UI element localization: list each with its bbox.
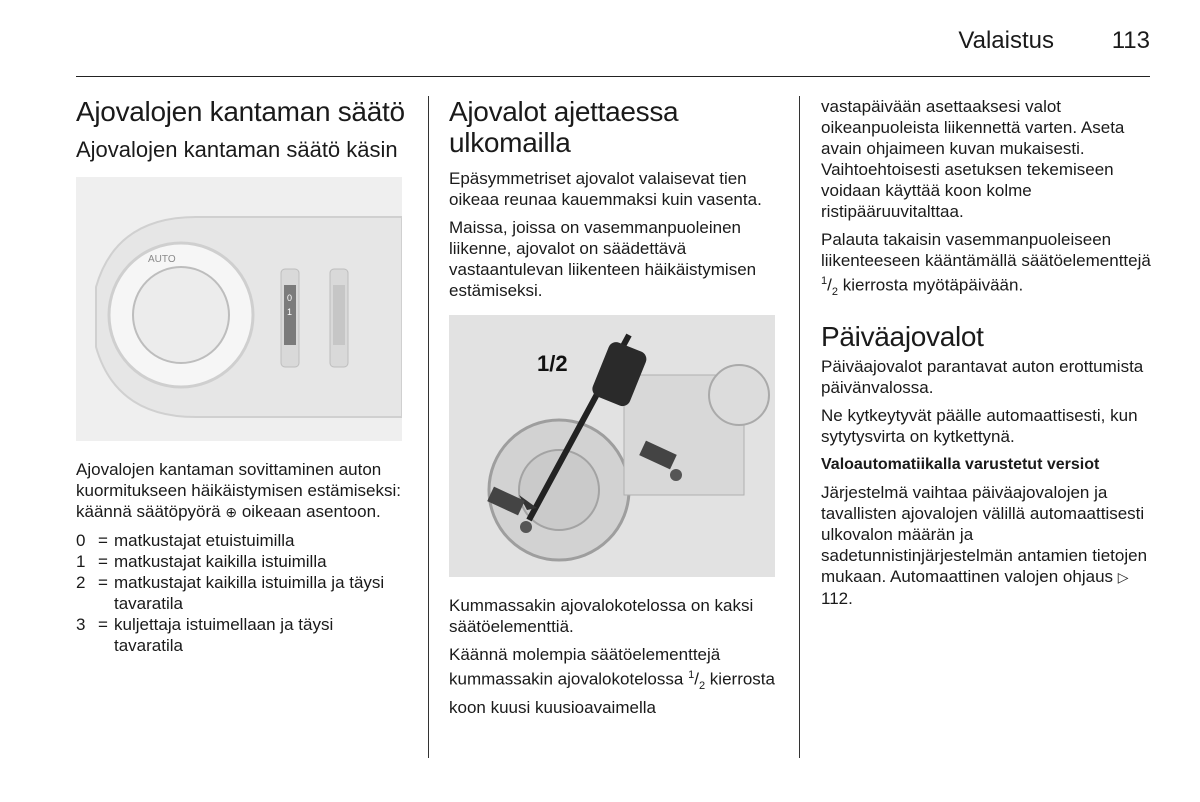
paragraph: Ne kytkeytyvät päälle automaattisesti, kun sytytysvirta on kytkettynä. — [821, 406, 1138, 447]
heading-range-adjust: Ajovalojen kantaman säätö — [76, 96, 405, 127]
page-number: 113 — [1111, 27, 1150, 54]
column-2 — [449, 96, 779, 725]
list-item: 0 = matkustajat etuistuimilla — [76, 531, 295, 550]
headlight-adjust-figure — [449, 315, 775, 577]
page-reference-icon: ▷ — [1117, 569, 1129, 586]
intro-text-end: oikeaan asentoon. — [241, 502, 381, 521]
load-list — [76, 530, 406, 656]
light-switch-illustration — [76, 177, 402, 441]
paragraph: vastapäivään asettaaksesi valot oikeanpuoleista liikennettä varten. Aseta avain ohjaimeen kuvan mukaisesti. Vaihtoehtoisesti asetuksen tekemiseen voidaan käyttää koon kolme ristipääruuvitalttaa. — [821, 97, 1125, 221]
paragraph: Käännä molempia säätöelementtejä kummassakin ajovalokotelossa $^1/_2$ kierrosta koon kuusi kuusioavaimella — [449, 645, 775, 718]
paragraph: Epäsymmetriset ajovalot valaisevat tien oikeaa reunaa kauemmaksi kuin vasenta. — [449, 169, 762, 209]
paragraph: Palauta takaisin vasemmanpuoleiseen liikenteeseen kääntämällä säätöelementtejä $^1/_2$ kierrosta myötäpäivään. — [821, 230, 1151, 299]
list-item: 3 = kuljettaja istuimellaan ja täysi tavaratila — [76, 615, 334, 655]
list-item: 2 = matkustajat kaikilla istuimilla ja täysi tavaratila — [76, 573, 385, 613]
column-3 — [821, 96, 1151, 616]
paragraph: Järjestelmä vaihtaa päiväajovalojen ja tavallisten ajovalojen välillä automaattisesti ulkovalon määrän ja sadetunnistinjärjestelmän antamien tietojen mukaan. Automaattinen valojen ohjaus ▷ 112. — [821, 483, 1148, 609]
intro-text: Ajovalojen kantaman sovittaminen auton kuormitukseen häikäistymisen estämiseksi: käännä säätöpyörä — [76, 460, 402, 521]
wheel-digit: 1 — [287, 307, 293, 317]
section-title: Valaistus — [958, 27, 1054, 54]
page-header — [76, 0, 1150, 77]
list-item: 1 = matkustajat kaikilla istuimilla — [76, 552, 327, 571]
subheading-manual: Ajovalojen kantaman säätö käsin — [76, 137, 398, 162]
column-divider — [428, 96, 429, 758]
figure-label: 1/2 — [537, 351, 568, 376]
bold-subheading: Valoautomatiikalla varustetut versiot — [821, 456, 1100, 474]
paragraph: Kummassakin ajovalokotelossa on kaksi säätöelementtiä. — [449, 596, 754, 636]
heading-daytime-lights: Päiväajovalot — [821, 321, 984, 353]
headlight-illustration — [449, 315, 775, 577]
column-divider — [799, 96, 800, 758]
headlight-range-icon: ⊕ — [225, 504, 238, 520]
knob-label: AUTO — [148, 254, 176, 265]
paragraph: Päiväajovalot parantavat auton erottumista päivänvalossa. — [821, 357, 1144, 398]
wheel-digit: 0 — [287, 293, 293, 303]
column-1 — [76, 96, 406, 656]
heading-abroad: Ajovalot ajettaessa ulkomailla — [449, 96, 679, 158]
light-switch-figure — [76, 177, 402, 441]
intro-paragraph — [76, 459, 406, 523]
paragraph: Maissa, joissa on vasemmanpuoleinen liikenne, ajovalot on säädettävä vastaantulevan liikenteen häikäistymisen estämiseksi. — [449, 218, 757, 300]
